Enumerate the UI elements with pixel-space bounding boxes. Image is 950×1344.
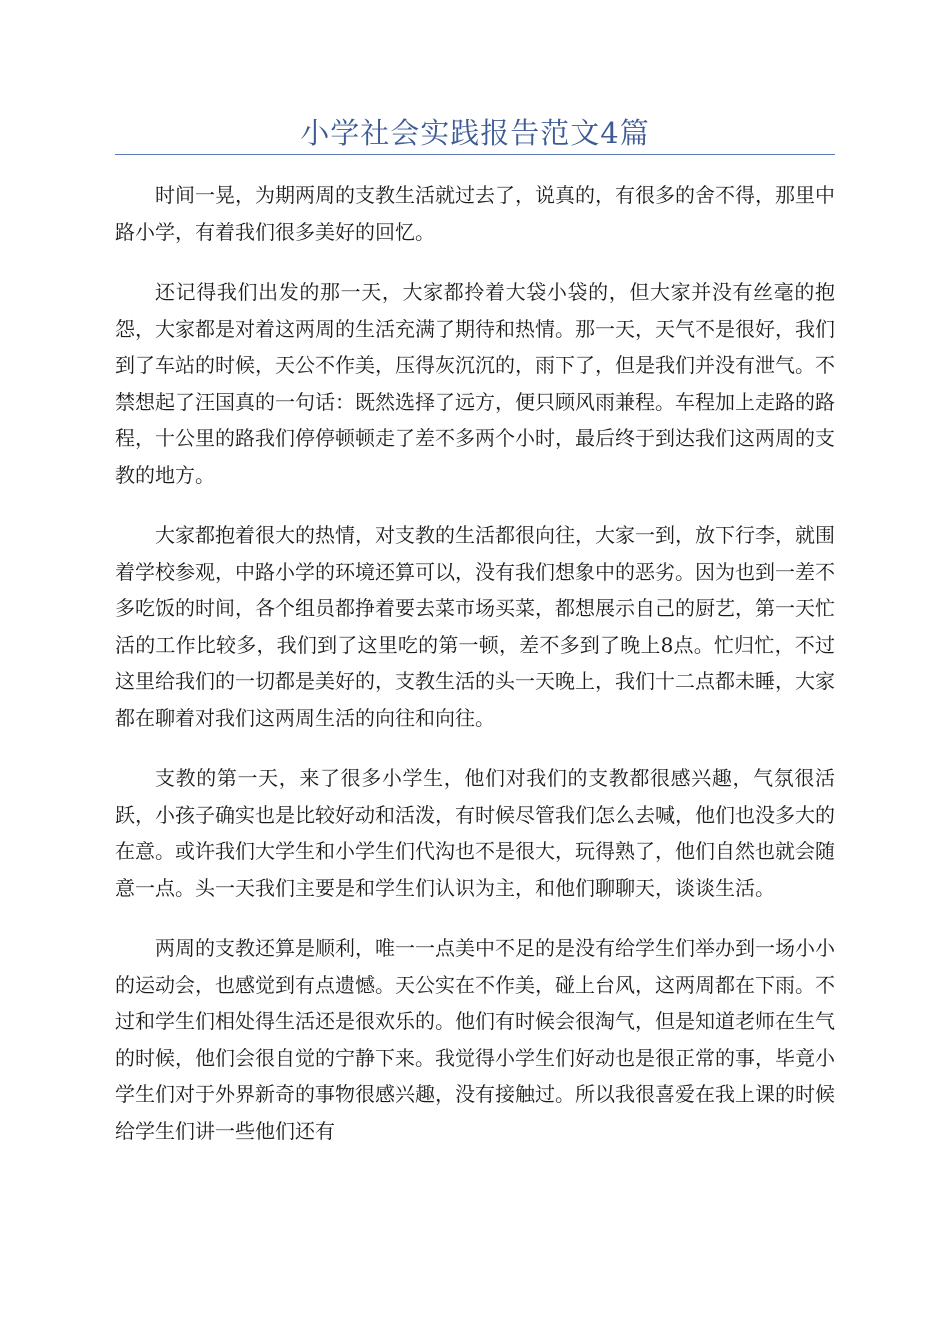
document-title: 小学社会实践报告范文4篇: [300, 116, 650, 150]
paragraph-3: 大家都抱着很大的热情，对支教的生活都很向往，大家一到，放下行李，就围着学校参观，中路小学的环境还算可以，没有我们想象中的恶劣。因为也到一差不多吃饭的时间，各个组员都挣着要去菜市场买菜，都想展示自己的厨艺，第一天忙活的工作比较多，我们到了这里吃的第一顿，差不多到了晚上8点。忙归忙，不过这里给我们的一切都是美好的，支教生活的头一天晚上，我们十二点都未睡，大家都在聊着对我们这两周生活的向往和向往。: [115, 523, 835, 730]
paragraph-1: 时间一晃，为期两周的支教生活就过去了，说真的，有很多的舍不得，那里中路小学，有着我们很多美好的回忆。: [115, 183, 835, 244]
document-body: [115, 177, 835, 1173]
paragraph-2: 还记得我们出发的那一天，大家都拎着大袋小袋的，但大家并没有丝毫的抱怨，大家都是对着这两周的生活充满了期待和热情。那一天，天气不是很好，我们到了车站的时候，天公不作美，压得灰沉沉的，雨下了，但是我们并没有泄气。不禁想起了汪国真的一句话：既然选择了远方，便只顾风雨兼程。车程加上走路的路程，十公里的路我们停停顿顿走了差不多两个小时，最后终于到达我们这两周的支教的地方。: [115, 280, 835, 487]
paragraph-4: 支教的第一天，来了很多小学生，他们对我们的支教都很感兴趣，气氛很活跃，小孩子确实也是比较好动和活泼，有时候尽管我们怎么去喊，他们也没多大的在意。或许我们大学生和小学生们代沟也不是很大，玩得熟了，他们自然也就会随意一点。头一天我们主要是和学生们认识为主，和他们聊聊天，谈谈生活。: [115, 766, 835, 900]
title-underline: [115, 154, 835, 155]
paragraph-5: 两周的支教还算是顺利，唯一一点美中不足的是没有给学生们举办到一场小小的运动会，也感觉到有点遗憾。天公实在不作美，碰上台风，这两周都在下雨。不过和学生们相处得生活还是很欢乐的。他们有时候会很淘气，但是知道老师在生气的时候，他们会很自觉的宁静下来。我觉得小学生们好动也是很正常的事，毕竟小学生们对于外界新奇的事物很感兴趣，没有接触过。所以我很喜爱在我上课的时候给学生们讲一些他们还有: [115, 936, 835, 1143]
